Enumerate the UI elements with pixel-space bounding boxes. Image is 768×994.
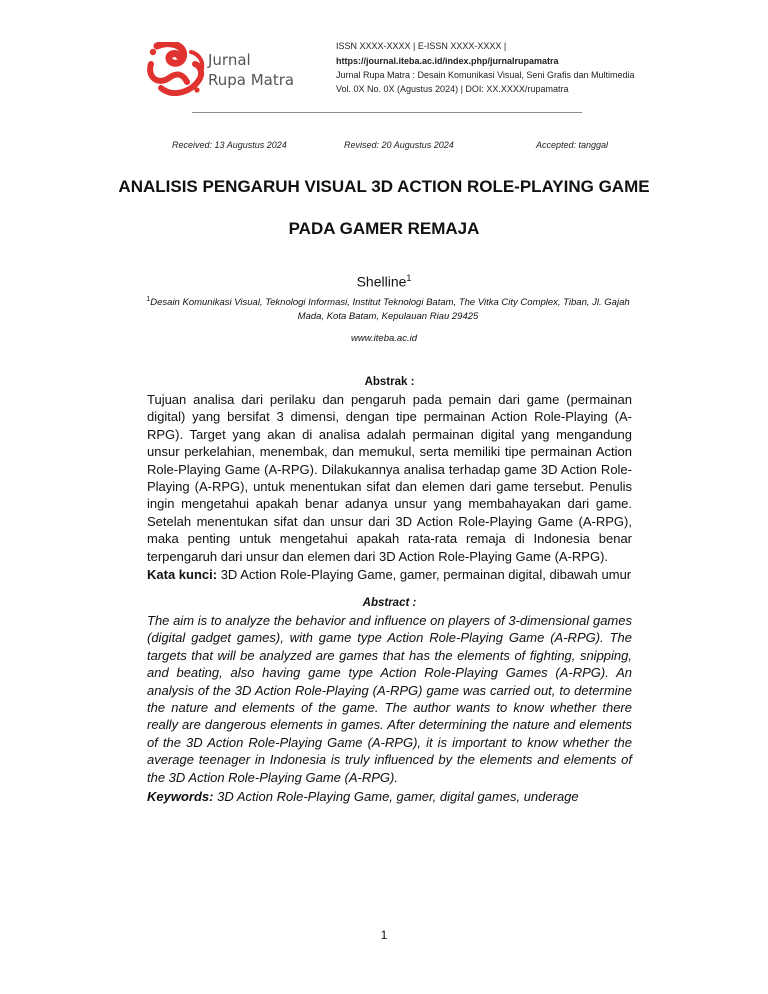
- author-name: [100, 273, 668, 290]
- abstrak-heading: Abstrak :: [364, 376, 415, 388]
- kata-kunci: [147, 566, 632, 583]
- keywords-label: Keywords:: [147, 789, 214, 804]
- header-divider: [192, 112, 582, 113]
- issn-line: ISSN XXXX-XXXX | E-ISSN XXXX-XXXX |: [336, 41, 507, 51]
- abstract-body: The aim is to analyze the behavior and influence on players of 3-dimensional games (digital gadget games), with game type Action Role-Playing Game (A-RPG). The targets that will be analyzed are games that has the elements of fighting, snipping, and beating, also having game type Action Role-Playing Games (A-RPG). An analysis of the 3D Action Role-Playing (A-RPG) game was carried out, to determine the nature and elements of the game. The author wants to know whether there really are dangerous elements in games. After determining the nature and elements of the 3D Action Role-Playing Game (A-RPG), it is important to know whether the average teenager in Indonesia is truly influenced by the elements and elements of the 3D Action Role-Playing Game (A-RPG).: [147, 613, 632, 785]
- jurnal-rupa-matra-logo-icon: [147, 42, 207, 96]
- paper-title-line2: PADA GAMER REMAJA: [288, 219, 480, 238]
- kata-kunci-label: Kata kunci:: [147, 567, 218, 582]
- journal-url[interactable]: https://journal.iteba.ac.id/index.php/jurnalrupamatra: [336, 56, 559, 66]
- paper-title-line1: ANALISIS PENGARUH VISUAL 3D ACTION ROLE-PLAYING GAME: [118, 177, 650, 196]
- keywords: [147, 788, 632, 805]
- institution-website[interactable]: www.iteba.ac.id: [350, 333, 417, 344]
- journal-description: Jurnal Rupa Matra : Desain Komunikasi Visual, Seni Grafis dan Multimedia: [336, 70, 635, 80]
- affiliation-text: Desain Komunikasi Visual, Teknologi Informasi, Institut Teknologi Batam, The Vitka City Complex, Tiban, Jl. Gajah Mada, Kota Batam, Kepulauan Riau 29425: [150, 297, 630, 323]
- kata-kunci-text: 3D Action Role-Playing Game, gamer, permainan digital, dibawah umur: [220, 567, 632, 582]
- logo-wordmark-line2: Rupa Matra: [208, 71, 295, 89]
- abstrak-body: Tujuan analisa dari perilaku dan pengaruh pada pemain dari game (permainan digital) yang bersifat 3 dimensi, dengan tipe permainan Action Role-Playing (A-RPG). Target yang akan di analisa adalah permainan digital yang mengandung unsur perkelahian, menembak, dan memukul, serta memiliki tipe permainan Action Role-Playing Game (A-RPG). Dilakukannya analisa terhadap game 3D Action Role-Playing (A-RPG), untuk menentukan sifat dan elemen dari game tersebut. Penulis ingin mengetahui apakah benar adanya unsur yang membahayakan dari game. Setelah menentukan sifat dan unsur dari 3D Action Role-Playing Game (A-RPG), maka penting untuk mengetahui apakah rata-rata remaja di Indonesia benar terpengaruh dari unsur dan elemen dari 3D Action Role-Playing Game (A-RPG).: [147, 392, 632, 564]
- affiliation-superscript: 1: [146, 296, 151, 303]
- author-affiliation: [138, 293, 638, 324]
- received-date: Received: 13 Augustus 2024: [172, 140, 287, 150]
- keywords-text: 3D Action Role-Playing Game, gamer, digital games, underage: [217, 789, 579, 804]
- author-name-text: Shelline: [356, 273, 407, 290]
- volume-doi-line: Vol. 0X No. 0X (Agustus 2024) | DOI: XX.XXXX/rupamatra: [336, 84, 569, 94]
- page-number: 1: [380, 928, 388, 942]
- revised-date: Revised: 20 Augustus 2024: [344, 140, 454, 150]
- author-superscript: 1: [406, 273, 412, 283]
- abstract-heading: Abstract :: [362, 597, 417, 609]
- accepted-date: Accepted: tanggal: [536, 140, 609, 150]
- logo-wordmark-line1: Jurnal: [208, 51, 251, 69]
